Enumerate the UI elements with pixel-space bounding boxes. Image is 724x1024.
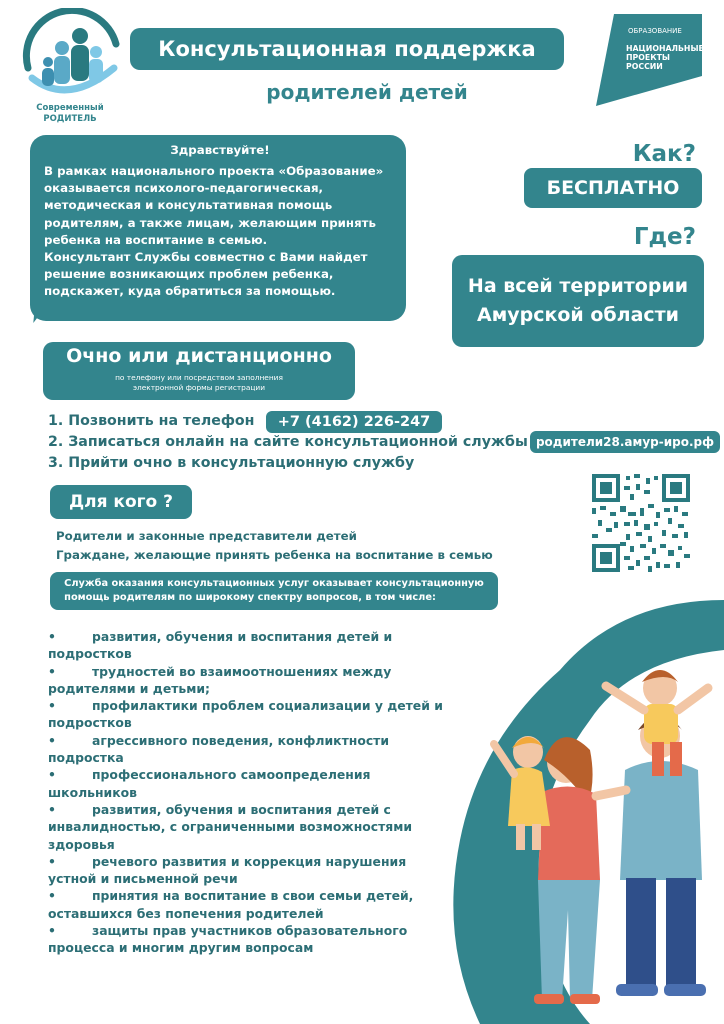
- page-title: Консультационная поддержка: [130, 28, 564, 70]
- topic-text: профилактики проблем социализации у детей и подростков: [48, 698, 443, 731]
- how-answer-badge: БЕСПЛАТНО: [524, 168, 702, 208]
- where-answer-badge: На всей территории Амурской области: [452, 255, 704, 347]
- list-item: [48, 801, 448, 853]
- list-item: [48, 697, 448, 732]
- bullet-mark: •: [48, 663, 56, 679]
- list-item: [48, 663, 448, 698]
- step-online: 2. Записаться онлайн на сайте консультационной службы: [48, 434, 528, 450]
- list-item: [48, 887, 448, 922]
- greeting-text: В рамках национального проекта «Образование» оказывается психолого-педагогическая, методическая и консультативная помощь родителям, а также лицам, желающим принять ребенка на воспитание в семью. Консультант Службы совместно с Вами найдет решение возникающих проблем ребенка, подскажет, куда обратиться за помощью.: [44, 164, 384, 299]
- np-title-line1: НАЦИОНАЛЬНЫЕ: [626, 44, 704, 53]
- greeting-hello: Здравствуйте!: [170, 143, 270, 157]
- topic-text: профессионального самоопределения школьников: [48, 767, 371, 800]
- topic-text: защиты прав участников образовательного процесса и многим другим вопросам: [48, 923, 408, 956]
- logo-caption: [20, 103, 120, 125]
- np-title-line3: РОССИИ: [626, 62, 663, 71]
- bullet-mark: •: [48, 767, 56, 783]
- topic-text: развития, обучения и воспитания детей с инвалидностью, с ограниченными возможностями здоровья: [48, 801, 413, 852]
- bullet-mark: •: [48, 698, 56, 714]
- bullet-mark: •: [48, 629, 56, 644]
- how-question: Как?: [632, 141, 696, 167]
- bullet-mark: •: [48, 801, 56, 817]
- page-subtitle: родителей детей: [266, 80, 468, 104]
- bullet-mark: •: [48, 923, 56, 939]
- np-title-line2: ПРОЕКТЫ: [626, 53, 670, 62]
- logo-caption-line2: РОДИТЕЛЬ: [43, 114, 97, 124]
- mode-title: Очно или дистанционно: [66, 345, 332, 367]
- phone-number-badge[interactable]: +7 (4162) 226-247: [266, 411, 442, 433]
- topics-list: [48, 628, 448, 957]
- bullet-mark: •: [48, 888, 56, 904]
- topic-text: принятия на воспитание в свои семьи детей, оставшихся без попечения родителей: [48, 888, 414, 921]
- list-item: [48, 853, 448, 888]
- list-item: [48, 922, 448, 957]
- website-link-badge[interactable]: родители28.амур-иро.рф: [530, 431, 720, 453]
- np-title: [626, 44, 704, 71]
- bullet-mark: •: [48, 853, 56, 869]
- topic-text: развития, обучения и воспитания детей и подростков: [48, 629, 393, 662]
- step-in-person: 3. Прийти очно в консультационную службу: [48, 455, 415, 471]
- qr-code-icon[interactable]: [592, 474, 690, 572]
- logo-caption-line1: Современный: [36, 103, 104, 113]
- audience-foster: Граждане, желающие принять ребенка на воспитание в семью: [56, 548, 493, 562]
- np-caption: ОБРАЗОВАНИЕ: [628, 27, 682, 35]
- list-item: [48, 628, 448, 663]
- topic-text: агрессивного поведения, конфликтности подростка: [48, 732, 390, 766]
- list-item: [48, 732, 448, 767]
- audience-parents: Родители и законные представители детей: [56, 529, 357, 543]
- step-call: 1. Позвонить на телефон: [48, 413, 255, 429]
- where-question: Где?: [633, 224, 696, 250]
- mode-note: по телефону или посредством заполнения электронной формы регистрации: [115, 373, 283, 392]
- for-whom-heading: Для кого ?: [50, 485, 192, 519]
- service-description: Служба оказания консультационных услуг оказывает консультационную помощь родителям по широкому спектру вопросов, в том числе:: [50, 572, 498, 610]
- list-item: [48, 766, 448, 801]
- family-illustration: [420, 580, 724, 1024]
- topic-text: трудностей во взаимоотношениях между родителями и детьми;: [48, 663, 392, 696]
- topic-text: речевого развития и коррекция нарушения устной и письменной речи: [48, 853, 407, 887]
- bullet-mark: •: [48, 732, 56, 748]
